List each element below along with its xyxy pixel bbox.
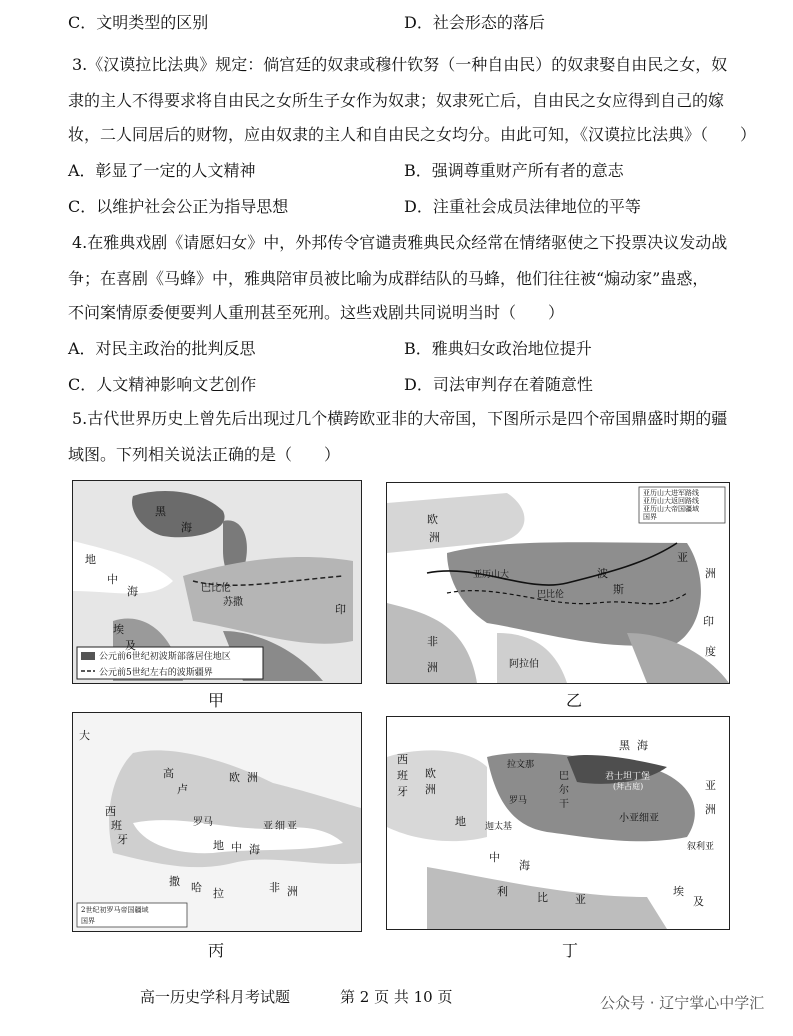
map-yi-legend-2: 亚历山大返回路线 xyxy=(643,497,699,505)
map-ding-label: 欧 xyxy=(425,767,436,780)
map-bing-legend-1: 2世纪初罗马帝国疆域 xyxy=(81,906,149,914)
map-yi-label: 非 xyxy=(427,635,438,648)
map-jia-label: 及 xyxy=(125,639,136,652)
map-yi-legend-3: 亚历山大帝国疆域 xyxy=(643,505,699,513)
map-bing-label: 罗马 xyxy=(193,817,213,828)
map-ding-label: 拉文那 xyxy=(507,760,535,770)
map-yi-label: 波 xyxy=(597,567,608,580)
footer-title: 高一历史学科月考试题 xyxy=(140,988,291,1006)
map-bing-label: 洲 xyxy=(247,771,258,784)
q4-line-2: 争；在喜剧《马蜂》中，雅典陪审员被比喻为成群结队的马蜂，他们往往被“煽动家”蛊惑， xyxy=(68,269,709,288)
q3-line-1: 3.《汉谟拉比法典》规定：倘宫廷的奴隶或穆什钦努（一种自由民）的奴隶娶自由民之女，奴 xyxy=(72,55,728,74)
map-ding-label: 叙利亚 xyxy=(687,842,715,852)
map-bing-label: 班 xyxy=(111,819,122,832)
map-ding-label: 地 xyxy=(455,815,466,828)
map-ding-label: 亚 xyxy=(705,779,716,792)
map-yi-label: 度 xyxy=(705,645,716,658)
map-ding-label: (拜占庭) xyxy=(613,782,644,791)
map-ding-label: 君士坦丁堡 xyxy=(605,772,651,782)
map-yi-label: 亚 xyxy=(677,551,688,564)
map-bing-label: 中 xyxy=(231,841,242,854)
q3-option-c: C．以维护社会公正为指导思想 xyxy=(68,197,289,216)
footer-page: 第 2 页 共 10 页 xyxy=(340,988,453,1006)
map-jia-label: 印 xyxy=(335,603,346,616)
q4-line-1: 4.在雅典戏剧《请愿妇女》中，外邦传令官谴责雅典民众经常在情绪驱使之下投票决议发动战 xyxy=(72,233,728,252)
map-jia xyxy=(72,480,362,684)
q4-option-b: B．雅典妇女政治地位提升 xyxy=(404,339,592,358)
map-ding-caption: 丁 xyxy=(562,941,579,960)
map-bing-label: 高 xyxy=(163,767,174,780)
q4-option-c: C．人文精神影响文艺创作 xyxy=(68,375,257,394)
map-ding-label: 亚 xyxy=(575,893,586,906)
map-yi-legend-4: 国界 xyxy=(643,513,657,521)
map-ding-label: 中 xyxy=(489,851,500,864)
map-bing-label: 哈 xyxy=(191,881,202,894)
map-yi-label: 欧 xyxy=(427,513,438,526)
map-bing-legend-2: 国界 xyxy=(81,917,95,925)
map-ding-label: 罗马 xyxy=(509,796,528,806)
map-yi-caption: 乙 xyxy=(566,691,583,710)
map-ding-label: 及 xyxy=(693,895,704,908)
q3-option-a: A．彰显了一定的人文精神 xyxy=(68,161,256,180)
map-yi-label: 洲 xyxy=(427,661,438,674)
map-ding-label: 利 xyxy=(497,885,508,898)
map-bing-label: 撒 xyxy=(169,875,180,888)
map-jia-legend-2: 公元前5世纪左右的波斯疆界 xyxy=(99,668,213,678)
map-ding xyxy=(386,716,730,930)
map-ding-label: 海 xyxy=(519,859,530,872)
map-bing-label: 大 xyxy=(79,729,90,742)
map-bing-label: 非 xyxy=(269,881,280,894)
map-yi-label: 洲 xyxy=(705,567,716,580)
map-jia-label: 海 xyxy=(127,585,138,598)
q2-option-c: C．文明类型的区别 xyxy=(68,13,209,32)
q3-line-2: 隶的主人不得要求将自由民之女所生子女作为奴隶；奴隶死亡后，自由民之女应得到自己的嫁 xyxy=(68,91,725,110)
map-jia-legend-1: 公元前6世纪初波斯部落居住地区 xyxy=(99,652,231,662)
q4-option-a: A．对民主政治的批判反思 xyxy=(68,339,256,358)
map-jia-label: 黑 xyxy=(155,505,166,518)
map-ding-label: 洲 xyxy=(425,783,436,796)
map-yi-label: 亚历山大 xyxy=(473,570,510,580)
map-jia-caption: 甲 xyxy=(208,691,225,710)
q4-line-3: 不问案情原委便要判人重刑甚至死刑。这些戏剧共同说明当时（ ） xyxy=(68,303,565,322)
q2-option-d: D．社会形态的落后 xyxy=(404,13,545,32)
map-bing-label: 卢 xyxy=(177,783,188,796)
map-jia-label: 海 xyxy=(181,521,192,534)
map-bing-label: 洲 xyxy=(287,885,298,898)
map-jia-label: 地 xyxy=(85,553,96,566)
watermark: 公众号 · 辽宁掌心中学汇 xyxy=(600,994,765,1012)
map-yi-label: 印 xyxy=(703,615,714,628)
map-bing-label: 亚 xyxy=(263,821,273,832)
map-ding-label: 埃 xyxy=(673,885,684,898)
map-bing xyxy=(72,712,362,932)
map-jia-label: 埃 xyxy=(113,623,124,636)
map-ding-label: 干 xyxy=(559,799,569,810)
q4-option-d: D．司法审判存在着随意性 xyxy=(404,375,593,394)
q3-option-d: D．注重社会成员法律地位的平等 xyxy=(404,197,641,216)
map-yi-label: 巴比伦 xyxy=(537,590,565,600)
map-ding-label: 小亚细亚 xyxy=(619,813,659,824)
map-bing-label: 牙 xyxy=(117,833,128,846)
map-bing-label: 拉 xyxy=(213,887,224,900)
map-ding-label: 黑 xyxy=(619,739,630,752)
map-bing-caption: 丙 xyxy=(208,941,225,960)
q3-option-b: B．强调尊重财产所有者的意志 xyxy=(404,161,624,180)
map-yi-label: 洲 xyxy=(429,531,440,544)
map-bing-label: 西 xyxy=(105,805,116,818)
q3-line-3: 妆，二人同居后的财物，应由奴隶的主人和自由民之女均分。由此可知，《汉谟拉比法典》（ ） xyxy=(68,125,757,144)
map-bing-label: 海 xyxy=(249,843,260,856)
map-ding-label: 海 xyxy=(637,739,648,752)
map-bing-label: 细 xyxy=(275,821,285,832)
map-yi-label: 斯 xyxy=(613,583,624,596)
q5-line-2: 域图。下列相关说法正确的是（ ） xyxy=(68,445,341,464)
map-ding-label: 巴 xyxy=(559,771,569,782)
map-jia-label: 苏撒 xyxy=(223,597,243,608)
map-jia-label: 中 xyxy=(107,573,118,586)
map-yi xyxy=(386,482,730,684)
map-bing-label: 地 xyxy=(213,839,224,852)
map-bing-label: 亚 xyxy=(287,821,297,832)
map-jia-label: 巴比伦 xyxy=(201,583,231,594)
map-ding-label: 迦太基 xyxy=(485,822,513,832)
map-ding-label: 牙 xyxy=(397,785,408,798)
q5-line-1: 5.古代世界历史上曾先后出现过几个横跨欧亚非的大帝国，下图所示是四个帝国鼎盛时期的疆 xyxy=(72,409,728,428)
map-ding-label: 洲 xyxy=(705,803,716,816)
map-ding-label: 尔 xyxy=(559,785,569,796)
map-bing-label: 欧 xyxy=(229,771,240,784)
map-ding-label: 西 xyxy=(397,753,408,766)
map-ding-label: 比 xyxy=(537,891,548,904)
map-yi-legend-1: 亚历山大进军路线 xyxy=(643,489,699,497)
map-ding-label: 班 xyxy=(397,769,408,782)
map-yi-label: 阿拉伯 xyxy=(509,659,539,670)
